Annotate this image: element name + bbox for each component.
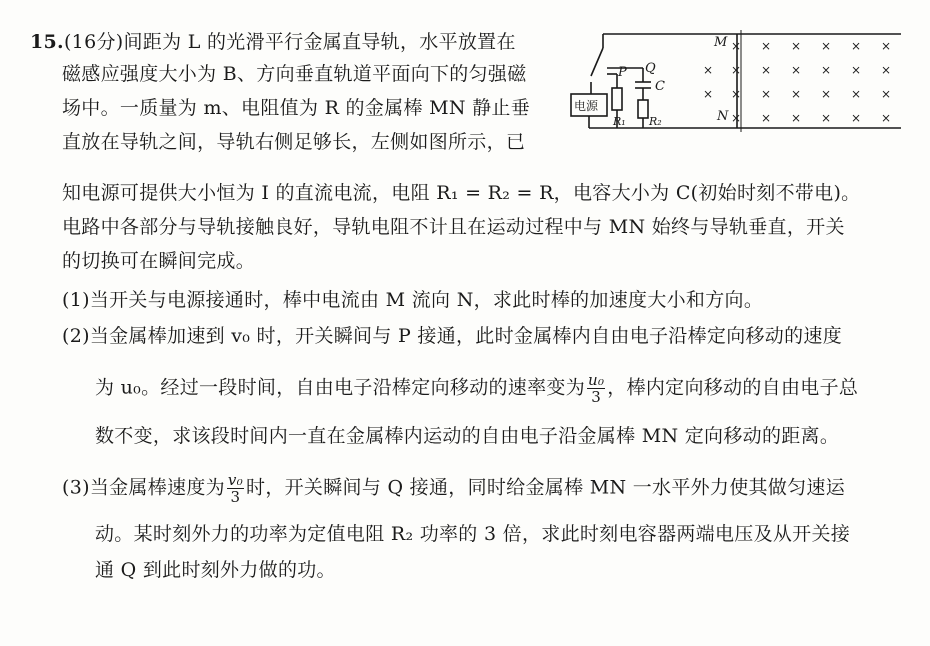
field-cross-mark: ×	[851, 87, 862, 101]
field-cross-mark: ×	[761, 39, 772, 53]
fraction-denominator: 3	[591, 388, 602, 406]
field-cross-mark: ×	[881, 111, 892, 125]
field-cross-mark: ×	[731, 63, 742, 77]
stem-line-2: 磁感应强度大小为 B、方向垂直轨道平面向下的匀强磁	[62, 63, 527, 85]
field-cross-mark: ×	[881, 87, 892, 101]
field-cross-mark: ×	[731, 111, 742, 125]
label-m: M	[714, 35, 728, 50]
fraction-denominator: 3	[230, 488, 241, 506]
problem-score: (16分)	[63, 31, 124, 53]
part3-line-3: 通 Q 到此时刻外力做的功。	[95, 559, 336, 581]
field-cross-mark: ×	[821, 63, 832, 77]
magnetic-field-marks	[703, 39, 891, 125]
part2-line-3: 数不变，求该段时间内一直在金属棒内运动的自由电子沿金属棒 MN 定向移动的距离。	[95, 425, 840, 447]
field-cross-mark: ×	[821, 111, 832, 125]
stem-line-4: 直放在导轨之间，导轨右侧足够长，左侧如图所示，已	[62, 131, 526, 153]
part2-line-2	[95, 372, 858, 405]
field-cross-mark: ×	[791, 63, 802, 77]
stem-line-3: 场中。一质量为 m、电阻值为 R 的金属棒 MN 静止垂	[62, 97, 531, 119]
label-q: Q	[645, 61, 656, 76]
fraction-u0-over-3	[587, 372, 605, 405]
field-cross-mark: ×	[791, 39, 802, 53]
field-cross-mark: ×	[851, 63, 862, 77]
stem-line-5: 知电源可提供大小恒为 I 的直流电流，电阻 R₁ = R₂ = R，电容大小为 C(初始时刻不带电)。	[62, 182, 861, 204]
part3-line-1-before: (3)当金属棒速度为	[62, 476, 225, 499]
field-cross-mark: ×	[821, 39, 832, 53]
label-r1: R₁	[613, 115, 626, 128]
resistor-r2	[638, 100, 648, 118]
field-cross-mark: ×	[881, 39, 892, 53]
part2-line-2-before: 为 u₀。经过一段时间，自由电子沿棒定向移动的速率变为	[95, 376, 585, 399]
part3-line-1	[62, 472, 845, 505]
label-n: N	[717, 109, 729, 124]
label-p: P	[618, 65, 627, 80]
problem-number: 15.	[30, 31, 64, 53]
label-c: C	[655, 79, 665, 94]
part2-line-1: (2)当金属棒加速到 v₀ 时，开关瞬间与 P 接通，此时金属棒内自由电子沿棒定向移动的速度	[62, 325, 843, 347]
field-cross-mark: ×	[791, 87, 802, 101]
part1-line: (1)当开关与电源接通时，棒中电流由 M 流向 N，求此时棒的加速度大小和方向。	[62, 289, 764, 311]
power-source-label: 电源	[574, 99, 599, 113]
field-cross-mark: ×	[761, 87, 772, 101]
part2-line-2-after: ，棒内定向移动的自由电子总	[607, 376, 859, 399]
field-cross-mark: ×	[881, 63, 892, 77]
part3-line-2: 动。某时刻外力的功率为定值电阻 R₂ 功率的 3 倍，求此时刻电容器两端电压及从开关接	[95, 523, 851, 545]
stem-line-7: 的切换可在瞬间完成。	[62, 250, 256, 272]
field-cross-mark: ×	[703, 63, 714, 77]
field-cross-mark: ×	[791, 111, 802, 125]
fraction-numerator: u₀	[588, 371, 605, 389]
circuit-diagram	[565, 26, 905, 146]
part3-line-1-after: 时，开关瞬间与 Q 接通，同时给金属棒 MN 一水平外力使其做匀速运	[246, 476, 846, 499]
switch-blade	[591, 48, 603, 76]
label-r2: R₂	[649, 115, 662, 128]
field-cross-mark: ×	[851, 111, 862, 125]
field-cross-mark: ×	[761, 63, 772, 77]
stem-text-1: 间距为 L 的光滑平行金属直导轨，水平放置在	[123, 31, 516, 53]
fraction-v0-over-3	[227, 472, 244, 505]
field-cross-mark: ×	[731, 39, 742, 53]
fraction-numerator: v₀	[227, 471, 244, 489]
field-cross-mark: ×	[761, 111, 772, 125]
stem-line-1	[30, 30, 516, 54]
resistor-r1	[612, 88, 622, 110]
field-cross-mark: ×	[731, 87, 742, 101]
stem-line-6: 电路中各部分与导轨接触良好，导轨电阻不计且在运动过程中与 MN 始终与导轨垂直，开关	[62, 216, 845, 238]
field-cross-mark: ×	[821, 87, 832, 101]
field-cross-mark: ×	[703, 87, 714, 101]
field-cross-mark: ×	[851, 39, 862, 53]
